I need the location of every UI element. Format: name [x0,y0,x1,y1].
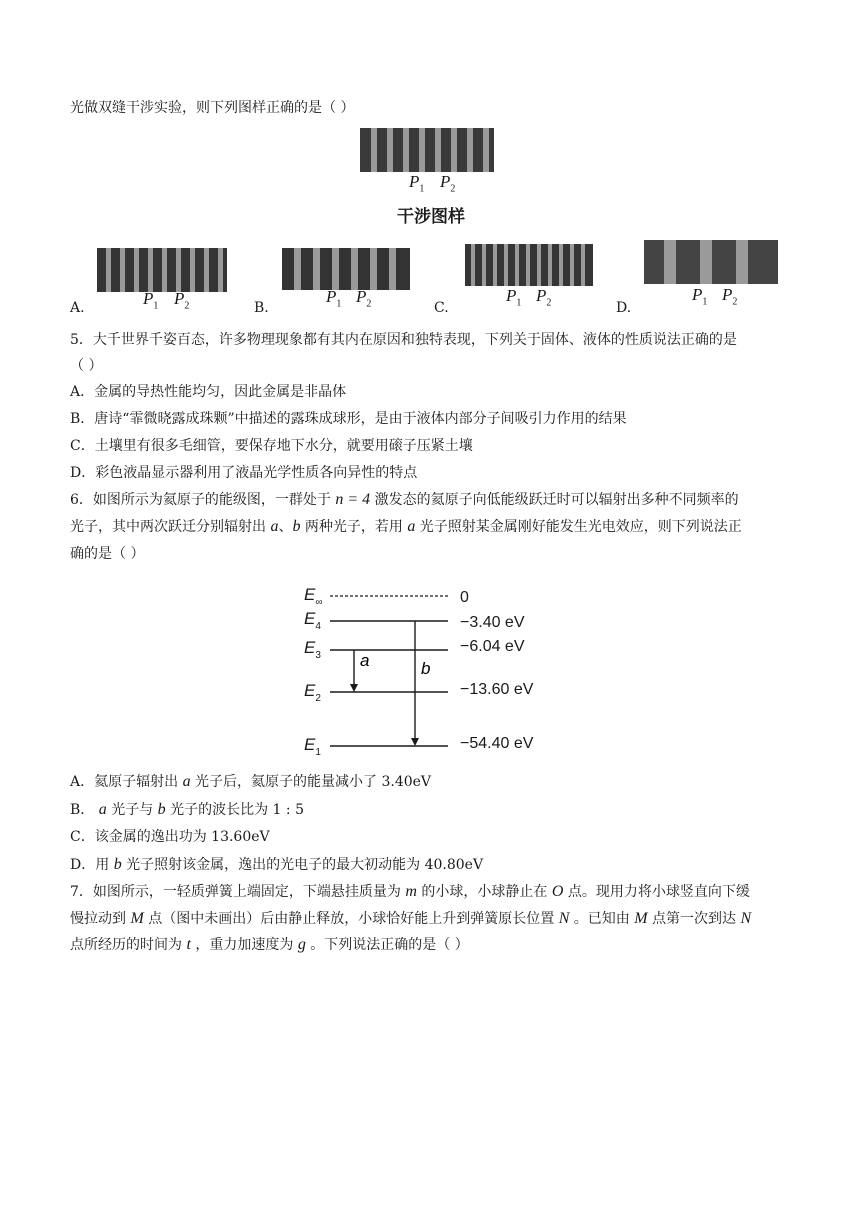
q6-option-d[interactable]: D．用 b 光子照射该金属，逸出的光电子的最大初动能为 40.80eV [70,856,484,873]
q7-line2: 慢拉动到 M 点（图中未画出）后由静止释放，小球恰好能上升到弹簧原长位置 N 。已知由 M 点第一次到达 N [70,910,752,927]
energy-3: −6.04 eV [460,638,525,655]
q5-option-d[interactable]: D．彩色液晶显示器利用了液晶光学性质各向异性的特点 [70,465,418,481]
option-b-label[interactable]: B. [254,300,269,316]
level-1-label: $E_1$ [304,735,321,758]
option-c-label[interactable]: C. [434,300,449,316]
pattern-caption: 干涉图样 [397,207,465,227]
q6-option-a[interactable]: A．氦原子辐射出 a 光子后，氦原子的能量减小了 3.40eV [70,773,432,790]
level-3-label: $E_3$ [304,638,321,661]
option-c-p2: $P_2$ [536,286,552,309]
ref-p2-label: $P_2$ [440,172,456,195]
energy-2: −13.60 eV [460,681,534,698]
q6-stem-line1: 6．如图所示为氦原子的能级图，一群处于 n = 4 激发态的氦原子向低能级跃迁时可以辐射出多种不同频率的 [70,491,739,508]
option-a-label[interactable]: A. [70,300,85,316]
q6-stem-line2: 光子，其中两次跃迁分别辐射出 a、b 两种光子，若用 a 光子照射某金属刚好能发生光电效应，则下列说法正 [70,518,742,535]
option-b-p1: $P_1$ [326,287,342,310]
option-b-pattern[interactable] [282,248,412,292]
arrow-b-head [411,738,419,746]
energy-inf: 0 [460,589,469,606]
q6-option-c[interactable]: C．该金属的逸出功为 13.60eV [70,829,270,845]
option-a-p1: $P_1$ [143,289,159,312]
q5-option-b[interactable]: B．唐诗“霏微晓露成珠颗”中描述的露珠成球形，是由于液体内部分子间吸引力作用的结果 [70,411,627,427]
option-d-p1: $P_1$ [692,285,708,308]
q6-option-b[interactable]: B． a 光子与 b 光子的波长比为 1 : 5 [70,801,304,818]
arrow-b-label: b [421,659,431,678]
q7-line1: 7．如图所示，一轻质弹簧上端固定，下端悬挂质量为 m 的小球，小球静止在 O 点。现用力将小球竖直向下缓 [70,883,750,900]
level-4-label: $E_4$ [304,609,321,632]
option-a-p2: $P_2$ [174,289,190,312]
option-a-pattern[interactable] [97,248,229,294]
arrow-a-head [350,684,358,692]
q7-line3: 点所经历的时间为 t ，重力加速度为 g 。下列说法正确的是（ ） [70,936,469,953]
q5-option-c[interactable]: C．土壤里有很多毛细管，要保存地下水分，就要用磙子压紧土壤 [70,438,473,454]
option-c-pattern[interactable] [465,244,595,288]
option-d-pattern[interactable] [644,240,780,286]
q6-stem-line3: 确的是（ ） [70,546,145,562]
q5-stem-line2: （ ） [70,358,103,374]
energy-4: −3.40 eV [460,614,525,631]
option-d-p2: $P_2$ [722,285,738,308]
reference-fringe-pattern [360,128,500,174]
energy-level-diagram [296,578,566,762]
arrow-a-label: a [360,651,370,670]
level-2-label: $E_2$ [304,681,321,704]
option-d-label[interactable]: D. [616,300,632,316]
option-b-p2: $P_2$ [356,287,372,310]
level-inf-label: $E_\infty$ [304,585,323,608]
q5-stem-line1: 5．大千世界千姿百态，许多物理现象都有其内在原因和独特表现，下列关于固体、液体的性质说法正确的是 [70,332,737,348]
q5-option-a[interactable]: A．金属的导热性能均匀，因此金属是非晶体 [70,384,347,400]
ref-p1-label: $P_1$ [409,172,425,195]
option-c-p1: $P_1$ [506,286,522,309]
q4-stem-tail: 光做双缝干涉实验，则下列图样正确的是（ ） [70,100,355,116]
energy-1: −54.40 eV [460,735,534,752]
